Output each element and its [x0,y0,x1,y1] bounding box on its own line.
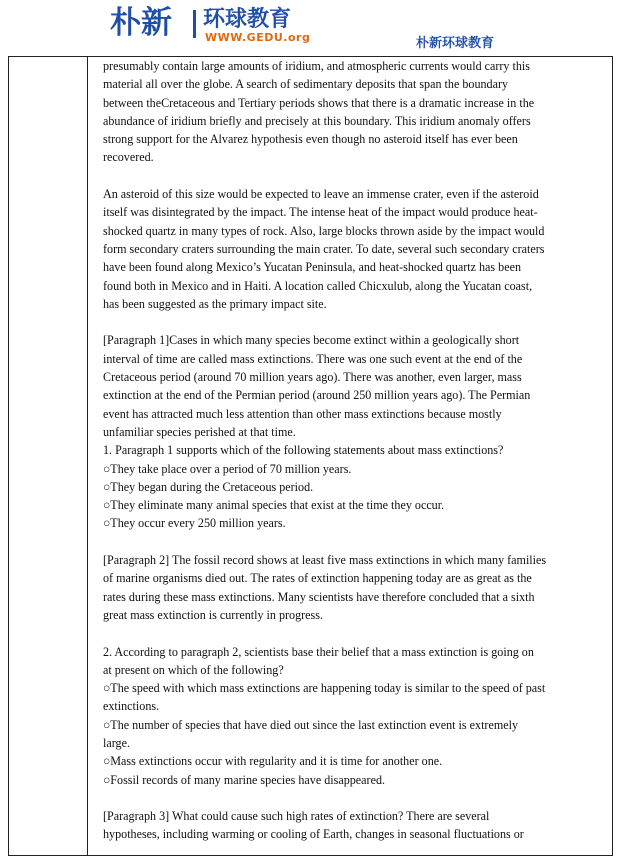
text-line: strong support for the Alvarez hypothesis even though no asteroid itself has ever been [103,132,518,147]
header-title: 朴新环球教育 [416,36,495,51]
text-line: of marine organisms died out. The rates of extinction happening today are as great as the [103,571,532,586]
question-1-stem: 1. Paragraph 1 supports which of the following statements about mass extinctions? [103,443,504,458]
question-2-option-a-cont[interactable]: extinctions. [103,699,160,714]
text-line: event has attracted much less attention than other mass extinctions because mostly [103,406,502,421]
text-line: extinction at the end of the Permian period (around 250 million years ago). The Permian [103,388,531,403]
question-2-option-a[interactable]: ○The speed with which mass extinctions are happening today is similar to the speed of past [103,681,546,696]
text-line: [Paragraph 3] What could cause such high rates of extinction? There are several [103,809,490,824]
logo-brand-name: 环球教育 [203,7,292,32]
question-2-option-d[interactable]: ○Fossil records of many marine species have disappeared. [103,772,386,787]
text-line: form secondary craters surrounding the main crater. To date, several such secondary craters [103,241,545,256]
paragraph-2 [103,551,608,624]
passage-content [103,57,608,844]
text-line: [Paragraph 1]Cases in which many species become extinct within a geologically short [103,333,520,348]
text-line: shocked quartz in many types of rock. Also, large blocks thrown aside by the impact would [103,223,545,238]
paragraph-3 [103,807,608,844]
question-1-option-b[interactable]: ○They began during the Cretaceous period. [103,479,314,494]
text-line: has been suggested as the primary impact site. [103,296,327,311]
text-line: [Paragraph 2] The fossil record shows at least five mass extinctions in which many families [103,553,547,568]
text-line: found both in Mexico and in Haiti. A location called Chicxulub, along the Yucatan coast, [103,278,533,293]
logo-url: WWW.GEDU.org [205,31,311,44]
question-1-option-a[interactable]: ○They take place over a period of 70 million years. [103,461,352,476]
question-2-option-c[interactable]: ○Mass extinctions occur with regularity and it is time for another one. [103,754,443,769]
paragraph-continued [103,57,608,167]
question-1-option-c[interactable]: ○They eliminate many animal species that exist at the time they occur. [103,498,445,513]
text-line: abundance of iridium briefly and precisely at this boundary. This iridium anomaly offers [103,113,531,128]
question-1-option-d[interactable]: ○They occur every 250 million years. [103,516,286,531]
text-line: Cretaceous period (around 70 million years ago). There was another, even larger, mass [103,370,522,385]
question-2-option-b[interactable]: ○The number of species that have died out since the last extinction event is extremely [103,717,519,732]
question-2 [103,643,608,789]
text-line: presumably contain large amounts of iridium, and atmospheric currents would carry this [103,59,530,73]
text-line: have been found along Mexico’s Yucatan Peninsula, and heat-shocked quartz has been [103,260,521,275]
text-line: material all over the globe. A search of sedimentary deposits that span the boundary [103,77,509,92]
text-line: hypotheses, including warming or cooling of Earth, changes in seasonal fluctuations or [103,827,524,842]
text-line: unfamiliar species perished at that time. [103,424,296,439]
text-line: itself was disintegrated by the impact. The intense heat of the impact would produce heat- [103,205,538,220]
page-header [0,0,620,58]
question-2-stem: 2. According to paragraph 2, scientists base their belief that a mass extinction is going on [103,644,534,659]
text-line: between theCretaceous and Tertiary periods shows that there is a dramatic increase in the [103,95,535,110]
text-line: An asteroid of this size would be expected to leave an immense crater, even if the asteroid [103,187,539,202]
logo-chinese-name: 朴新 [110,5,172,41]
logo-divider [193,10,196,38]
table-column-divider [87,56,88,856]
question-2-option-b-cont[interactable]: large. [103,735,130,750]
text-line: great mass extinction is currently in progress. [103,607,323,622]
paragraph-crater [103,185,608,313]
text-line: rates during these mass extinctions. Many scientists have therefore concluded that a sixth [103,589,535,604]
text-line: recovered. [103,150,154,165]
question-2-stem: at present on which of the following? [103,662,284,677]
text-line: interval of time are called mass extinctions. There was one such event at the end of the [103,351,523,366]
paragraph-1 [103,331,608,532]
